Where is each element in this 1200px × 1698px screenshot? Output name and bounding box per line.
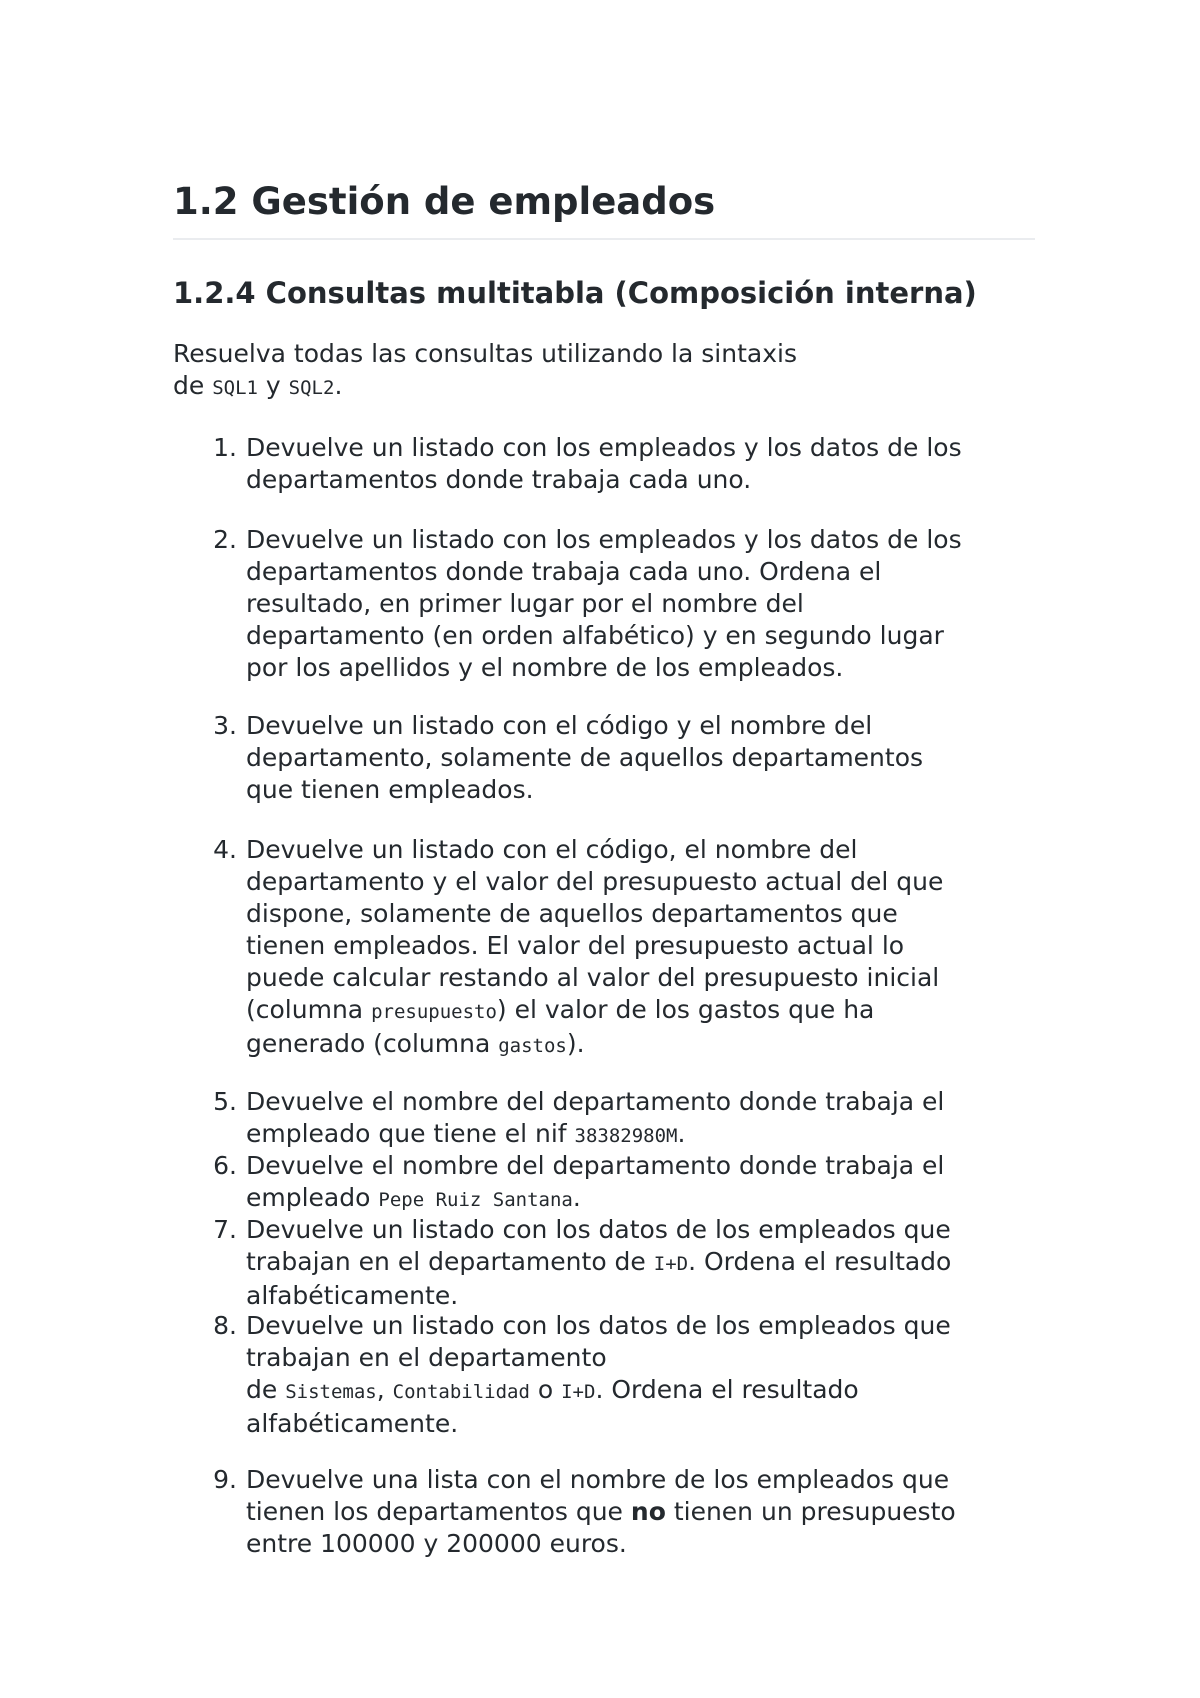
- section-title: 1.2.4 Consultas multitabla (Composición interna): [173, 276, 977, 310]
- code-sql1: SQL1: [212, 377, 258, 399]
- code-department: I+D: [653, 1253, 689, 1275]
- code-id: I+D: [561, 1381, 596, 1403]
- code-sql2: SQL2: [288, 377, 335, 399]
- code-gastos: gastos: [498, 1035, 567, 1057]
- code-nif: 38382980M: [574, 1125, 678, 1147]
- code-sistemas: Sistemas: [285, 1381, 377, 1403]
- code-presupuesto: presupuesto: [371, 1001, 497, 1023]
- code-employee-name: Pepe Ruiz Santana: [378, 1189, 573, 1211]
- page-title: 1.2 Gestión de empleados: [173, 176, 1035, 240]
- code-contabilidad: Contabilidad: [392, 1381, 530, 1403]
- intro-paragraph: Resuelva todas las consultas utilizando la sintaxis de SQL1 y SQL2.: [173, 339, 797, 400]
- emphasis-no: no: [630, 1497, 666, 1526]
